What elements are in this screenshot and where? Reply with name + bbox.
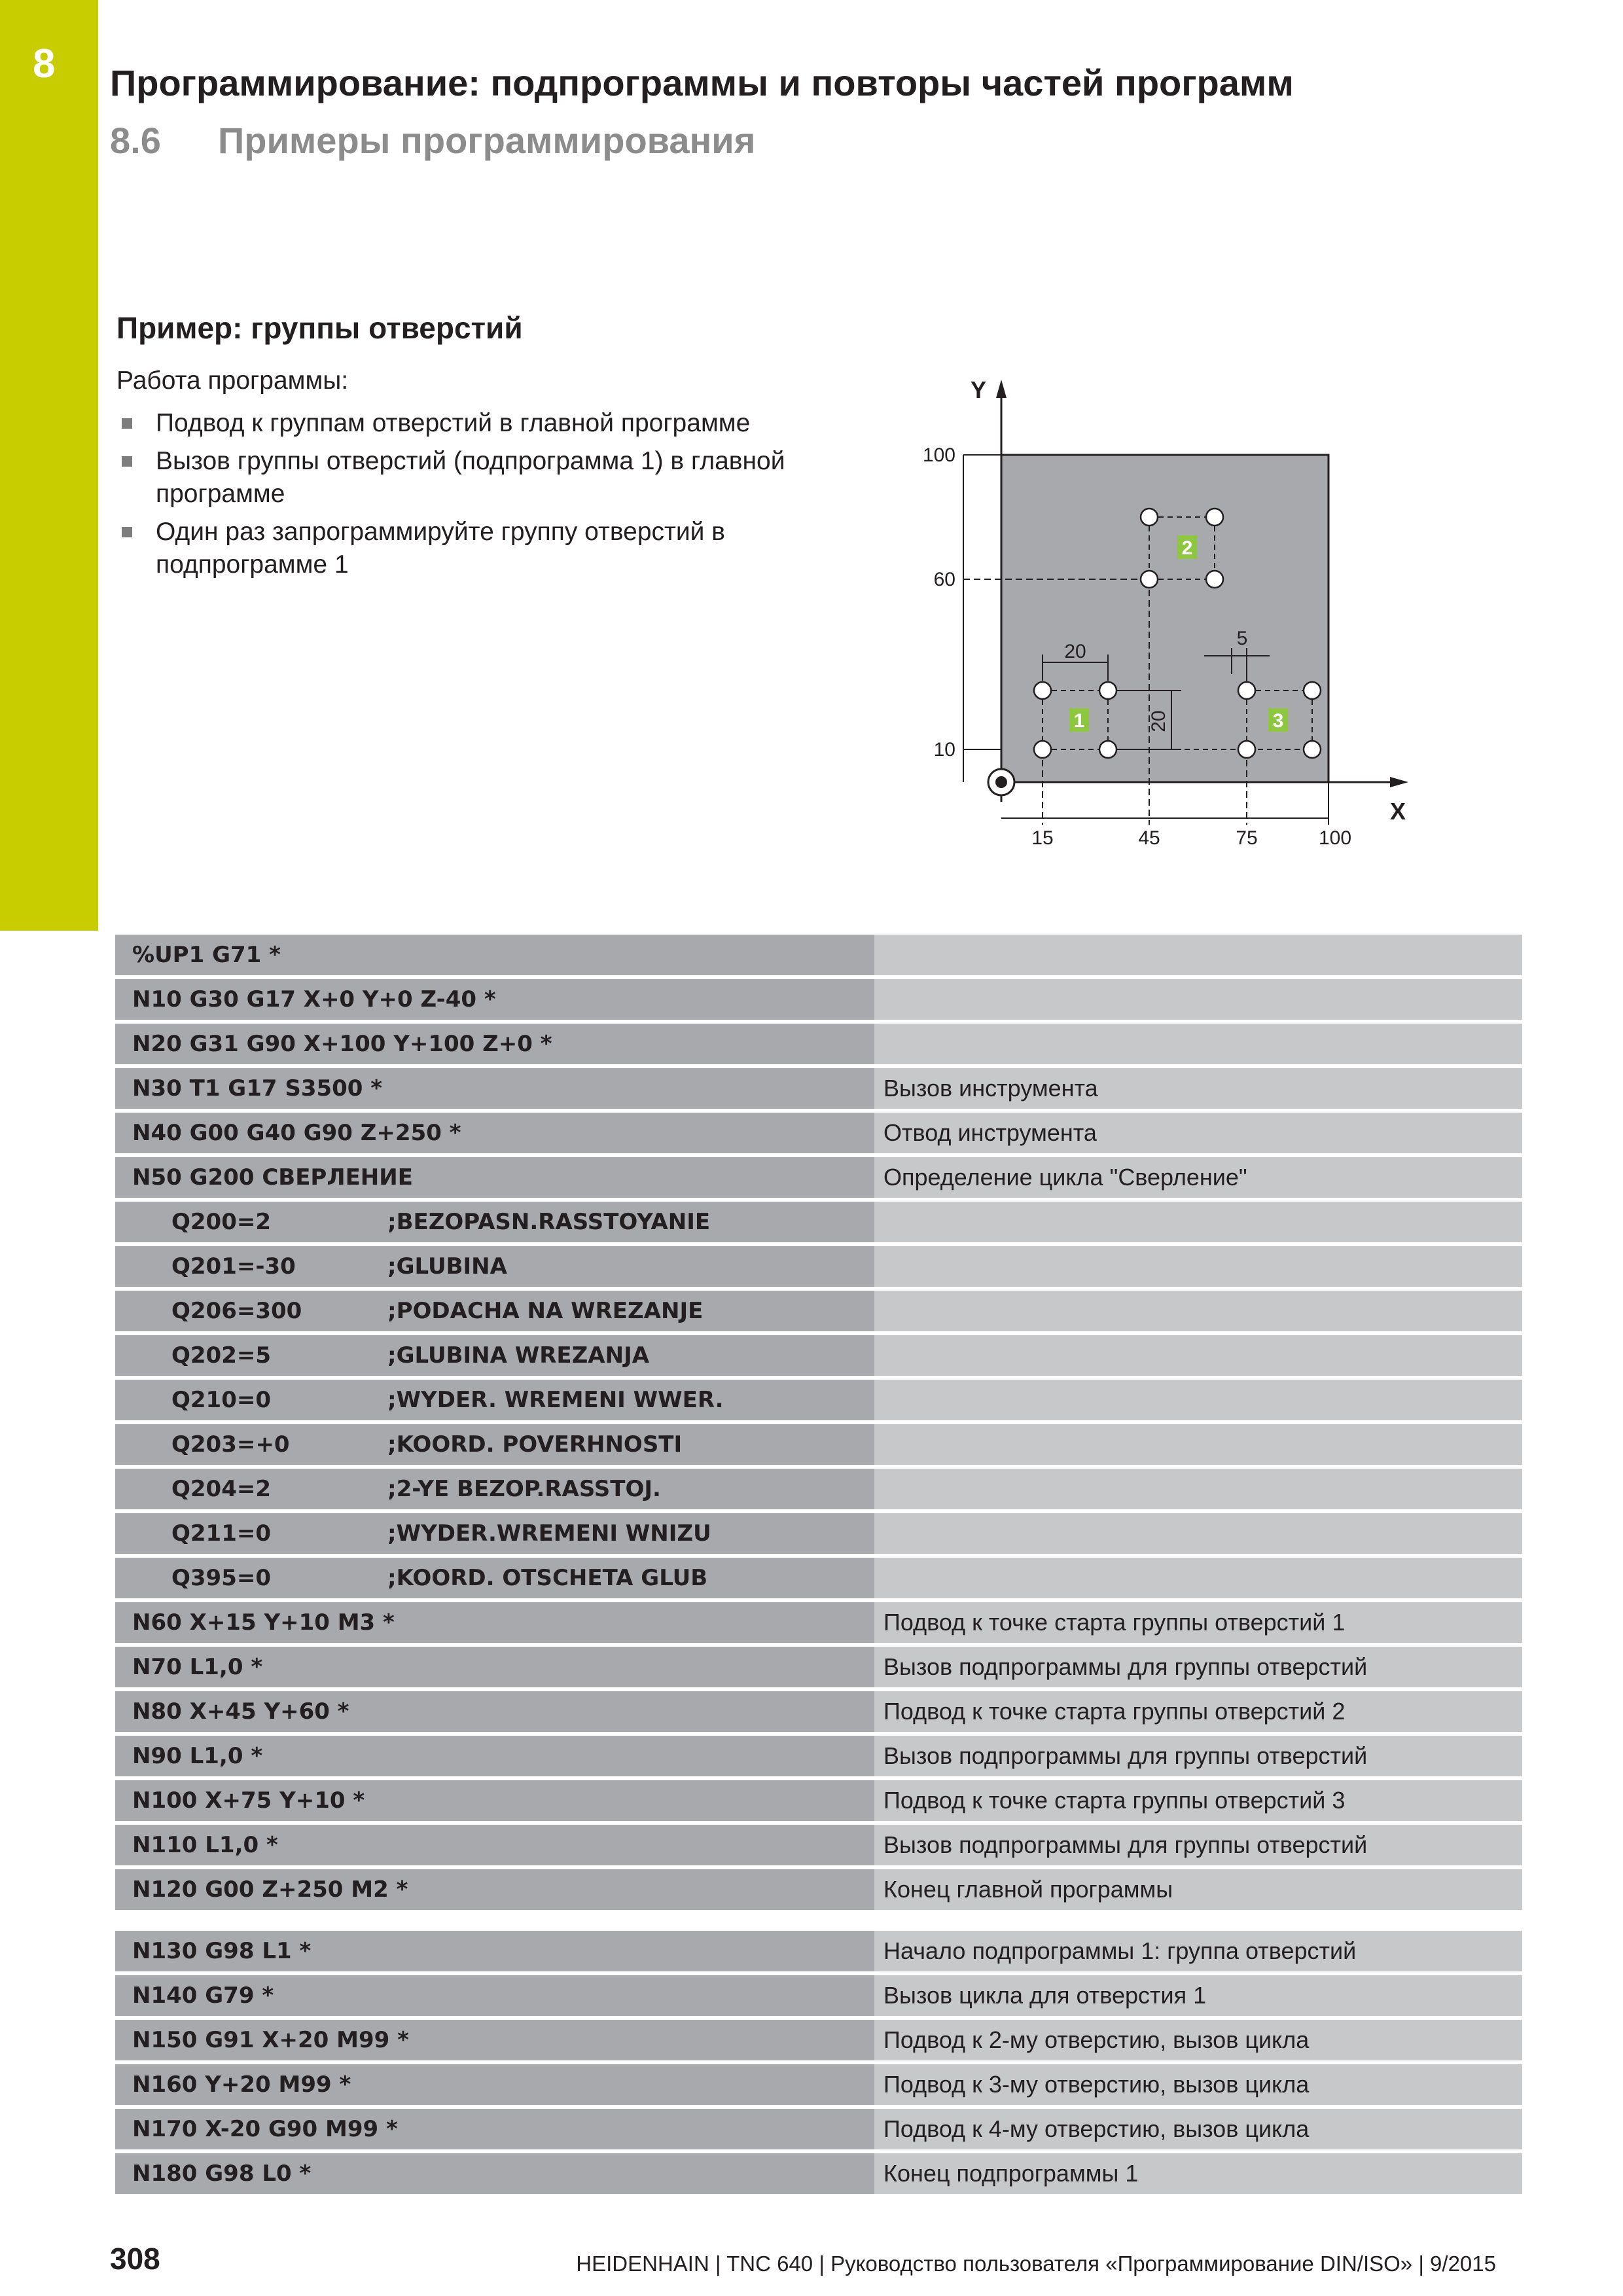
code-cell: N20 G31 G90 X+100 Y+100 Z+0 *: [115, 1024, 874, 1064]
code-cell: N40 G00 G40 G90 Z+250 *: [115, 1113, 874, 1153]
param-value: Q202=5: [171, 1342, 272, 1369]
code-cell: %UP1 G71 *: [115, 935, 874, 975]
table-row: [115, 1380, 1522, 1420]
dimension-20-label: 20: [1064, 641, 1086, 662]
comment-cell: [874, 1024, 1522, 1064]
param-note: ;KOORD. POVERHNOSTI: [387, 1431, 683, 1458]
code-cell: N50 G200 СВЕРЛЕНИЕ: [115, 1157, 874, 1198]
code-cell: N70 L1,0 *: [115, 1647, 874, 1687]
section-heading: [110, 119, 755, 162]
comment-cell: [874, 1291, 1522, 1331]
param-cell: [115, 1424, 874, 1465]
comment-cell: Подвод к точке старта группы отверстий 2: [874, 1691, 1522, 1732]
comment-cell: [874, 1424, 1522, 1465]
param-note: ;GLUBINA: [387, 1253, 507, 1280]
param-value: Q203=+0: [171, 1431, 290, 1458]
bullet-item: Один раз запрограммируйте группу отверстий в подпрограмме 1: [116, 516, 836, 581]
code-cell: N90 L1,0 *: [115, 1736, 874, 1776]
page-number: 308: [110, 2242, 160, 2276]
comment-cell: Подвод к точке старта группы отверстий 1: [874, 1602, 1522, 1643]
comment-cell: Определение цикла "Сверление": [874, 1157, 1522, 1198]
code-cell: N180 G98 L0 *: [115, 2153, 874, 2194]
hole-groups-drawing: [903, 367, 1440, 864]
dimension-5-label: 5: [1236, 628, 1248, 649]
section-number: 8.6: [110, 120, 161, 161]
comment-cell: Подвод к 3-му отверстию, вызов цикла: [874, 2064, 1522, 2105]
param-cell: [115, 1202, 874, 1242]
group-label: 2: [1181, 537, 1193, 559]
comment-cell: Начало подпрограммы 1: группа отверстий: [874, 1914, 1522, 1971]
code-cell: N170 X-20 G90 M99 *: [115, 2109, 874, 2149]
comment-cell: [874, 1558, 1522, 1598]
example-title: Пример: группы отверстий: [116, 311, 523, 345]
comment-cell: [874, 979, 1522, 1020]
param-cell: [115, 1469, 874, 1509]
table-row: [115, 2109, 1522, 2149]
param-value: Q395=0: [171, 1565, 272, 1591]
table-row: [115, 1780, 1522, 1821]
table-row: [115, 1113, 1522, 1153]
param-value: Q210=0: [171, 1387, 272, 1413]
param-note: ;GLUBINA WREZANJA: [387, 1342, 650, 1369]
table-row: [115, 1157, 1522, 1198]
chapter-number: 8: [33, 41, 56, 86]
bullet-square-icon: [122, 456, 132, 467]
table-row: [115, 2153, 1522, 2194]
y-axis-label: Y: [971, 376, 987, 403]
comment-cell: Вызов подпрограммы для группы отверстий: [874, 1736, 1522, 1776]
param-cell: [115, 1291, 874, 1331]
param-note: ;WYDER. WREMENI WWER.: [387, 1387, 724, 1413]
param-value: Q211=0: [171, 1520, 272, 1547]
x-tick-label: 100: [1318, 827, 1352, 849]
page-title: Программирование: подпрограммы и повторы частей программ: [110, 62, 1294, 103]
program-listing: [115, 931, 1522, 2198]
param-note: ;WYDER.WREMENI WNIZU: [387, 1520, 711, 1547]
table-row: [115, 1424, 1522, 1465]
hole-icon: [1206, 571, 1223, 588]
chapter-sidebar: [0, 0, 98, 931]
hole-icon: [1034, 741, 1051, 758]
table-row: [115, 1513, 1522, 1554]
hole-icon: [1141, 571, 1158, 588]
code-cell: N130 G98 L1 *: [115, 1914, 874, 1971]
table-row: [115, 935, 1522, 975]
hole-icon: [1099, 741, 1116, 758]
bullet-list: [116, 407, 836, 586]
hole-icon: [1304, 741, 1321, 758]
param-cell: [115, 1558, 874, 1598]
comment-cell: Вызов цикла для отверстия 1: [874, 1975, 1522, 2016]
hole-icon: [1034, 682, 1051, 699]
code-cell: N100 X+75 Y+10 *: [115, 1780, 874, 1821]
hole-icon: [1099, 682, 1116, 699]
comment-cell: [874, 1246, 1522, 1287]
param-value: Q204=2: [171, 1476, 272, 1502]
comment-cell: Вызов подпрограммы для группы отверстий: [874, 1825, 1522, 1865]
table-row: [115, 1246, 1522, 1287]
hole-icon: [1238, 741, 1255, 758]
table-row: [115, 1202, 1522, 1242]
code-cell: N160 Y+20 M99 *: [115, 2064, 874, 2105]
comment-cell: Подвод к 2-му отверстию, вызов цикла: [874, 2020, 1522, 2060]
table-row: [115, 1736, 1522, 1776]
comment-cell: Вызов инструмента: [874, 1068, 1522, 1109]
comment-cell: [874, 935, 1522, 975]
table-row: [115, 979, 1522, 1020]
x-tick-label: 15: [1031, 827, 1054, 849]
table-row: [115, 2020, 1522, 2060]
code-cell: N110 L1,0 *: [115, 1825, 874, 1865]
param-cell: [115, 1380, 874, 1420]
origin-dot: [995, 776, 1007, 788]
workpiece: [1001, 455, 1329, 782]
code-cell: N10 G30 G17 X+0 Y+0 Z-40 *: [115, 979, 874, 1020]
param-note: ;KOORD. OTSCHETA GLUB: [387, 1565, 708, 1591]
code-cell: N60 X+15 Y+10 M3 *: [115, 1602, 874, 1643]
comment-cell: Подвод к 4-му отверстию, вызов цикла: [874, 2109, 1522, 2149]
footer-text: HEIDENHAIN | TNC 640 | Руководство пользователя «Программирование DIN/ISO» | 9/2015: [576, 2251, 1496, 2276]
code-cell: N30 T1 G17 S3500 *: [115, 1068, 874, 1109]
code-cell: N140 G79 *: [115, 1975, 874, 2016]
param-cell: [115, 1246, 874, 1287]
comment-cell: [874, 1202, 1522, 1242]
param-note: ;BEZOPASN.RASSTOYANIE: [387, 1209, 711, 1235]
x-tick-label: 45: [1138, 827, 1160, 849]
comment-cell: [874, 1335, 1522, 1376]
param-value: Q201=-30: [171, 1253, 296, 1280]
comment-cell: Вызов подпрограммы для группы отверстий: [874, 1647, 1522, 1687]
dimension-20-vertical-label: 20: [1148, 710, 1169, 732]
table-row: [115, 1469, 1522, 1509]
table-row: [115, 1825, 1522, 1865]
table-row: [115, 1691, 1522, 1732]
comment-cell: Конец подпрограммы 1: [874, 2153, 1522, 2194]
param-cell: [115, 1335, 874, 1376]
comment-cell: [874, 1513, 1522, 1554]
code-cell: N120 G00 Z+250 M2 *: [115, 1869, 874, 1910]
comment-cell: Отвод инструмента: [874, 1113, 1522, 1153]
bullet-item: Вызов группы отверстий (подпрограмма 1) в главной программе: [116, 445, 836, 511]
y-axis-arrow: [996, 380, 1007, 398]
code-cell: N80 X+45 Y+60 *: [115, 1691, 874, 1732]
hole-icon: [1304, 682, 1321, 699]
comment-cell: [874, 1380, 1522, 1420]
table-row: [115, 1914, 1522, 1971]
y-tick-label: 10: [933, 739, 955, 761]
table-row: [115, 1024, 1522, 1064]
bullet-square-icon: [122, 527, 132, 537]
x-axis-arrow: [1390, 777, 1408, 787]
comment-cell: [874, 1469, 1522, 1509]
table-row: [115, 1869, 1522, 1910]
table-row: [115, 1647, 1522, 1687]
hole-icon: [1206, 509, 1223, 526]
table-row: [115, 1975, 1522, 2016]
param-note: ;2-YE BEZOP.RASSTOJ.: [387, 1476, 661, 1502]
table-row: [115, 1335, 1522, 1376]
param-note: ;PODACHA NA WREZANJE: [387, 1298, 704, 1324]
bullet-item: Подвод к группам отверстий в главной программе: [116, 407, 836, 440]
hole-icon: [1238, 682, 1255, 699]
code-cell: N150 G91 X+20 M99 *: [115, 2020, 874, 2060]
example-intro: Работа программы:: [116, 367, 349, 395]
hole-icon: [1141, 509, 1158, 526]
group-label: 3: [1272, 710, 1284, 732]
param-value: Q206=300: [171, 1298, 302, 1324]
table-row: [115, 2064, 1522, 2105]
x-axis-label: X: [1390, 798, 1406, 825]
param-value: Q200=2: [171, 1209, 272, 1235]
table-row: [115, 1558, 1522, 1598]
y-tick-label: 100: [922, 444, 955, 466]
y-tick-label: 60: [933, 569, 955, 590]
comment-cell: Подвод к точке старта группы отверстий 3: [874, 1780, 1522, 1821]
table-row: [115, 1602, 1522, 1643]
group-label: 1: [1073, 710, 1085, 732]
section-title: Примеры программирования: [218, 120, 756, 161]
table-row: [115, 1068, 1522, 1109]
bullet-square-icon: [122, 418, 132, 429]
table-row: [115, 1291, 1522, 1331]
param-cell: [115, 1513, 874, 1554]
comment-cell: Конец главной программы: [874, 1869, 1522, 1910]
x-tick-label: 75: [1236, 827, 1258, 849]
